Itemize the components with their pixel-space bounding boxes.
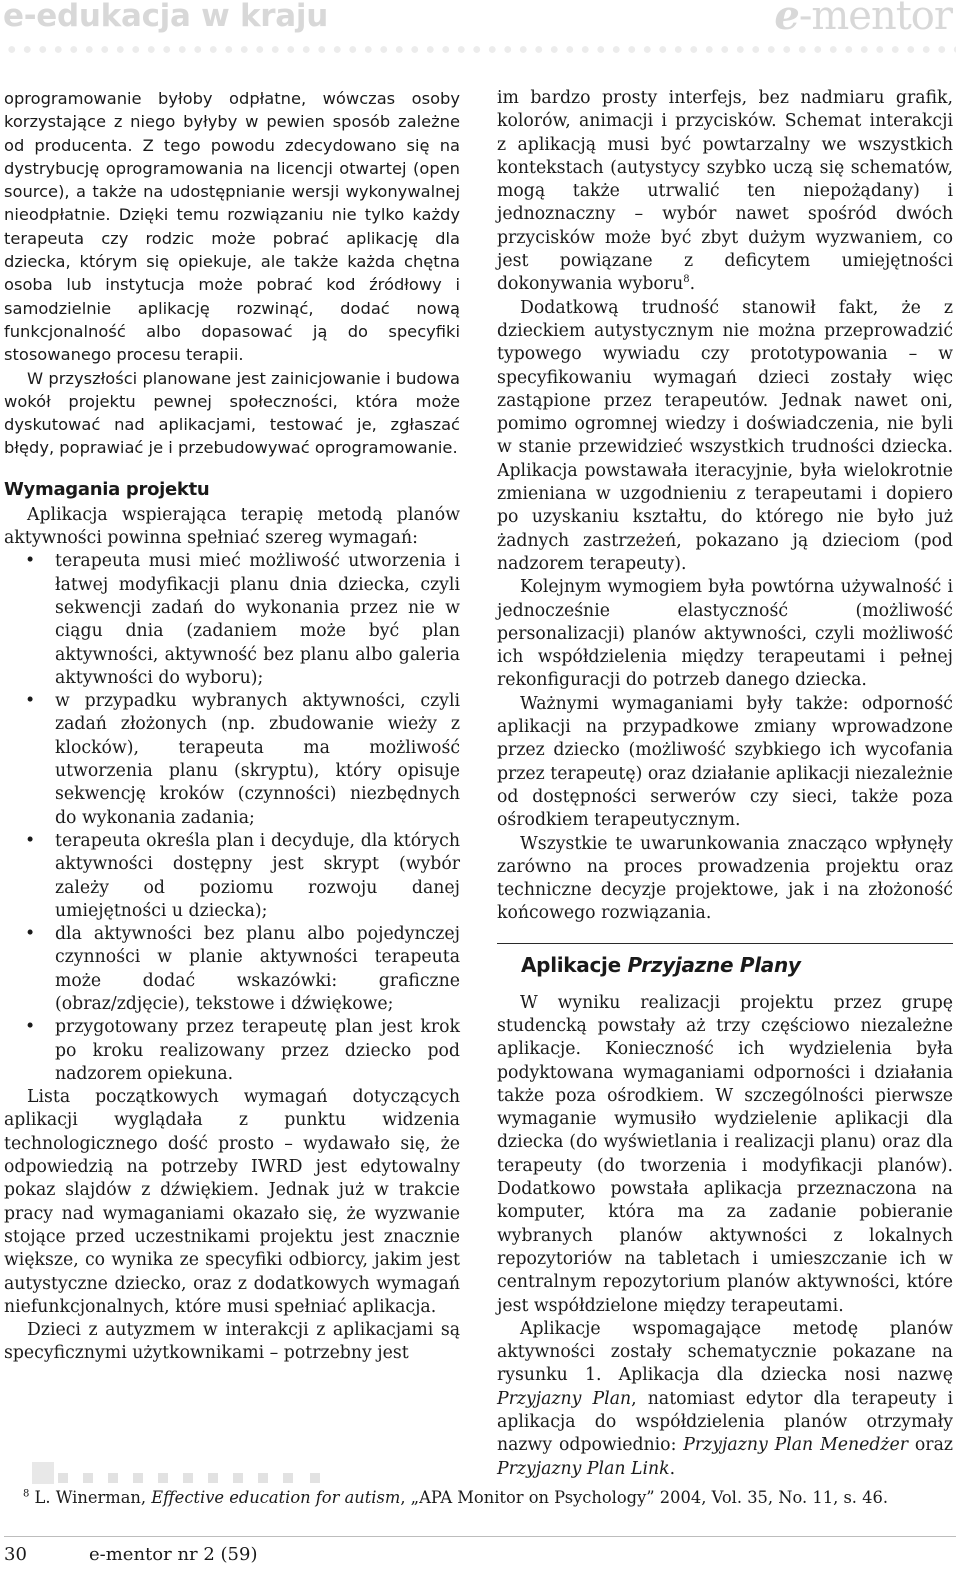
left-column [4, 87, 460, 1366]
right-paragraph-1 [497, 87, 953, 297]
section-heading-applications [497, 943, 953, 980]
right-paragraph-7-g: . [669, 1458, 676, 1479]
bullet-icon: • [25, 830, 36, 851]
list-item-text: terapeuta określa plan i decyduje, dla których aktywności dostępny jest skrypt (wybór zależy od poziomu rozwoju danej umiejętności u dziecka); [55, 830, 460, 921]
bullet-icon: • [25, 924, 36, 945]
right-paragraph-5: Wszystkie te uwarunkowania znacząco wpłynęły zarówno na proces prowadzenia projektu oraz techniczne decyzje projektowe, jak i na złożoność końcowego rozwiązania. [497, 833, 953, 924]
list-item-text: przygotowany przez terapeutę plan jest krok po kroku realizowany przez dziecko pod nadzorem opiekuna. [55, 1017, 460, 1084]
right-paragraph-7-e: oraz [908, 1435, 953, 1456]
app-name-link: Przyjazny Plan Link [497, 1458, 670, 1479]
decoration-square [208, 1473, 218, 1483]
decoration-square [133, 1473, 143, 1483]
section-heading-applications-a: Aplikacje [521, 952, 628, 977]
footnote-text-a: L. Winerman, [29, 1488, 152, 1507]
section-heading-applications-b: Przyjazne Plany [627, 952, 801, 977]
journal-issue: e-mentor nr 2 (59) [89, 1544, 258, 1565]
decoration-square [108, 1473, 118, 1483]
decoration-square [32, 1462, 54, 1484]
right-paragraph-4: Ważnymi wymaganiami były także: odporność aplikacji na przypadkowe zmiany wprowadzone przez dziecko (możliwość szybkiego ich wycofania przez terapeutę) oraz działanie aplikacji niezależnie od dostępności serwerów czy sieci, także poza ośrodkiem terapeutycznym. [497, 693, 953, 831]
page-header [0, 0, 960, 60]
decoration-square [283, 1473, 293, 1483]
right-paragraph-1-text: im bardzo prosty interfejs, bez nadmiaru grafik, kolorów, animacji i przycisków. Schemat interakcji z aplikacją musi być powtarzalny we wszystkich kontekstach (autystycy szybko uczą się schematów, mogą także utrwalić ten niepożądany) i jednoznaczny – wybór nawet spośród dwóch przycisków może być zbyt dużym wyzwaniem, co jest powiązane z deficytem umiejętności dokonywania wyboru [497, 88, 953, 295]
decoration-square [258, 1473, 268, 1483]
list-item [4, 690, 460, 830]
list-item [4, 550, 460, 690]
brand-logo-e: e [774, 0, 799, 39]
footnote-title: Effective education for autism [151, 1488, 401, 1507]
list-item-text: terapeuta musi mieć możliwość utworzenia i łatwej modyfikacji planu dnia dziecka, czyli sekwencji zadań do wykonania przez nie w ciągu dnia (zadaniem może być plan aktywności, aktywność bez planu albo galeria aktywności do wyboru); [55, 551, 460, 688]
header-dots-decoration [4, 45, 956, 54]
left-paragraph-4: Lista początkowych wymagań dotyczących aplikacji wyglądała z punktu widzenia technologicznego dość prosto – wydawało się, że odpowiedzią na potrzeby IWRD jest edytowalny pokaz slajdów z dźwiękiem. Jednak już w trakcie pracy nad wymaganiami okazało się, że wyzwanie stojące przed uczestnikami projektu jest znacznie większe, co wynika ze specyfiki odbiorcy, jakim jest autystyczne dziecko, oraz z dodatkowych wymagań niefunkcjonalnych, które musi spełniać aplikacja. [4, 1087, 460, 1317]
list-item [4, 923, 460, 1016]
bullet-icon: • [25, 551, 36, 572]
list-item [4, 830, 460, 923]
section-heading-requirements: Wymagania projektu [4, 478, 210, 500]
brand-logo-rest: -mentor [798, 0, 952, 39]
right-paragraph-7 [497, 1318, 953, 1481]
left-paragraph-5: Dzieci z autyzmem w interakcji z aplikacjami są specyficznymi użytkownikami – potrzebny jest [4, 1320, 460, 1364]
footnote-number: 8 [23, 1488, 30, 1500]
right-column [497, 87, 953, 1481]
list-item [4, 1016, 460, 1086]
requirements-list [4, 550, 460, 1086]
list-item-text: w przypadku wybranych aktywności, czyli zadań złożonych (np. zbudowanie wieży z klocków), terapeuta ma możliwość utworzenia planu (skryptu), który opisuje sekwencję kroków (czynności) niezbędnych do wykonania zadania; [55, 691, 460, 828]
left-paragraph-2: W przyszłości planowane jest zainicjowanie i budowa wokół projektu pewnej społeczności, która może dyskutować nad aplikacjami, testować je, zgłaszać błędy, poprawiać je i przebudowywać oprogramowanie. [4, 368, 460, 458]
app-name-manager: Przyjazny Plan Menedżer [683, 1435, 909, 1456]
left-paragraph-3: Aplikacja wspierająca terapię metodą planów aktywności powinna spełniać szereg wymagań: [4, 504, 460, 549]
footnote [23, 1487, 943, 1509]
right-paragraph-6: W wyniku realizacji projektu przez grupę studencką powstały aż trzy częściowo niezależne aplikacje. Konieczność ich wydzielenia była podyktowana wymaganiami odporności i działania także poza ośrodkiem. W szczególności pierwsze wymaganie wymusiło wydzielenie aplikacji dla dziecka (do wyświetlania i realizacji planu) oraz dla terapeuty (do tworzenia i modyfikacji planów). Dodatkowo powstała aplikacja przeznaczona na komputer, która ma za zadanie pobieranie wybranych planów aktywności z lokalnych repozytoriów na tabletach i umieszczanie ich w centralnym repozytorium planów aktywności, które jest współdzielone między terapeutami. [497, 992, 953, 1316]
right-paragraph-3: Kolejnym wymogiem była powtórna używalność i jednocześnie elastyczność (możliwość personalizacji) planów aktywności, czyli możliwość ich współdzielenia między terapeutami i pełnej rekonfiguracji do potrzeb danego dziecka. [497, 577, 953, 691]
left-paragraph-1: oprogramowanie byłoby odpłatne, wówczas osoby korzystające z niego byłyby w pewien sposób zależne od producenta. Z tego powodu zdecydowano się na dystrybucję oprogramowania na licencji otwartej (open source), a także na udostępnianie wersji wykonywalnej nieodpłatnie. Dzięki temu rozwiązaniu nie tylko każdy terapeuta czy rodzic może pobrać aplikację dla dziecka, którym się opiekuje, ale także każda chętna osoba lub instytucja może pobrać kod źródłowy i samodzielnie aplikację rozwinąć, dodać nową funkcjonalność albo dopasować ją do specyfiki stosowanego procesu terapii. [4, 89, 460, 365]
footnote-reference: 8 [683, 274, 690, 286]
list-item-text: dla aktywności bez planu albo pojedynczej czynności w planie aktywności terapeuta może dodać wskazówki: graficzne (obraz/zdjęcie), tekstowe i dźwiękowe; [55, 924, 460, 1014]
right-paragraph-1-end: . [689, 274, 696, 295]
footer-divider [4, 1536, 956, 1537]
right-paragraph-7-c: , natomiast edytor dla terapeuty i aplikacja do współdzielenia planów otrzymały nazwy odpowiednio: [497, 1388, 954, 1456]
right-paragraph-2: Dodatkową trudność stanowił fakt, że z dzieckiem autystycznym nie można przeprowadzić typowego wywiadu czy prototypowania – w specyfikowaniu wymagań dzieci zostały więc zastąpione przez terapeutów. Jednak nawet oni, pomimo ogromnej wiedzy i doświadczenia, nie byli w stanie przewidzieć wszystkich trudności dziecka. Aplikacja powstawała iteracyjnie, była wielokrotnie zmieniana w uzgodnieniu z terapeutami i dopiero po uzyskaniu kształtu, do którego nie było już żadnych zastrzeżeń, pokazano ją dzieciom (pod nadzorem terapeuty). [497, 297, 953, 574]
section-title: e-edukacja w kraju [3, 0, 328, 34]
decoration-square [158, 1473, 168, 1483]
bullet-icon: • [25, 691, 36, 712]
decoration-square [233, 1473, 243, 1483]
bullet-icon: • [25, 1017, 36, 1038]
right-paragraph-7-a: Aplikacje wspomagające metodę planów aktywności zostały schematycznie pokazane na rysunku 1. Aplikacja dla dziecka nosi nazwę [497, 1318, 953, 1386]
decoration-square [183, 1473, 193, 1483]
app-name-plan: Przyjazny Plan [497, 1388, 632, 1409]
decoration-square [310, 1473, 320, 1483]
decoration-square [58, 1473, 68, 1483]
footnote-text-c: , „APA Monitor on Psychology” 2004, Vol. 35, No. 11, s. 46. [400, 1488, 889, 1507]
page-number: 30 [4, 1544, 27, 1565]
footnote-dots-decoration [4, 1462, 334, 1486]
brand-logo [774, 0, 952, 39]
decoration-square [83, 1473, 93, 1483]
